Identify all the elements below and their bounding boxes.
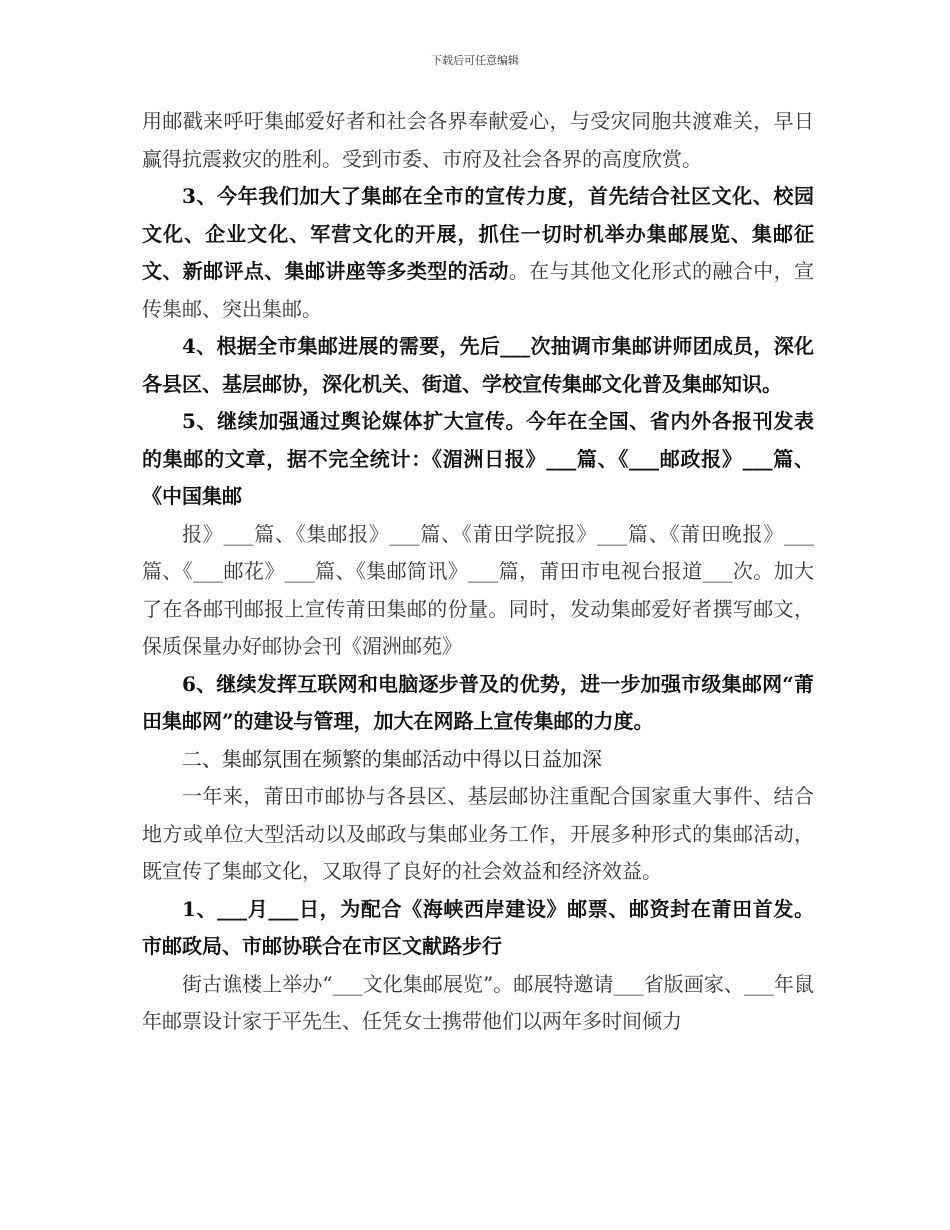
paragraph-text: 一年来，莆田市邮协与各县区、基层邮协注重配合国家重大事件、结合地方或单位大型活动以及邮政与集邮业务工作，开展多种形式的集邮活动，既宣传了集邮文化，又取得了良好的社会效益和经济效益。 xyxy=(142,784,814,883)
paragraph-text: 。在与其他文化形式的融合中，宣传集邮、突出集邮。 xyxy=(142,259,814,321)
paragraph-continuation xyxy=(142,103,814,178)
section-heading-text: 二、集邮氛围在频繁的集邮活动中得以日益加深 xyxy=(182,746,602,771)
paragraph-text: 用邮戳来呼吁集邮爱好者和社会各界奉献爱心，与受灾同胞共渡难关，早日赢得抗震救灾的胜利。受到市委、市府及社会各界的高度欣赏。 xyxy=(142,109,814,171)
paragraph-item-5-continuation xyxy=(142,516,814,666)
page-header-note: 下载后可任意编辑 xyxy=(431,54,519,67)
paragraph-item-4 xyxy=(142,328,814,403)
paragraph-bold-text: 4、根据全市集邮进展的需要，先后___次抽调市集邮讲师团成员，深化各县区、基层邮协，深化机关、街道、学校宣传集邮文化普及集邮知识。 xyxy=(142,334,814,396)
section-heading-2 xyxy=(142,741,814,779)
paragraph-item-6 xyxy=(142,666,814,741)
paragraph-item-1-continuation xyxy=(142,966,814,1041)
paragraph-item-1 xyxy=(142,891,814,966)
paragraph-text: 报》___篇、《集邮报》___篇、《莆田学院报》___篇、《莆田晚报》___篇、《___邮花》___篇、《集邮简讯》___篇，莆田市电视台报道___次。加大了在各邮刊邮报上宣传莆田集邮的份量。同时，发动集邮爱好者撰写邮文，保质保量办好邮协会刊《湄洲邮苑》 xyxy=(142,521,814,658)
paragraph-bold-text: 6、继续发挥互联网和电脑逐步普及的优势，进一步加强市级集邮网“莆田集邮网”的建设与管理，加大在网路上宣传集邮的力度。 xyxy=(142,671,814,733)
document-body xyxy=(142,103,814,1041)
paragraph-bold-text: 5、继续加强通过舆论媒体扩大宣传。今年在全国、省内外各报刊发表的集邮的文章，据不完全统计：《湄洲日报》___篇、《___邮政报》___篇、《中国集邮 xyxy=(142,409,814,508)
paragraph-item-5 xyxy=(142,403,814,516)
section-2-body xyxy=(142,778,814,891)
paragraph-text: 街古谯楼上举办“___文化集邮展览”。邮展特邀请___省版画家、___年鼠年邮票设计家于平先生、任凭女士携带他们以两年多时间倾力 xyxy=(142,971,814,1033)
paragraph-bold-text: 3、今年我们加大了集邮在全市的宣传力度，首先结合社区文化、校园文化、企业文化、军营文化的开展，抓住一切时机举办集邮展览、集邮征文、新邮评点、集邮讲座等多类型的活动 xyxy=(142,184,814,283)
paragraph-item-3 xyxy=(142,178,814,328)
paragraph-bold-text: 1、___月___日，为配合《海峡西岸建设》邮票、邮资封在莆田首发。市邮政局、市邮协联合在市区文献路步行 xyxy=(142,896,814,958)
